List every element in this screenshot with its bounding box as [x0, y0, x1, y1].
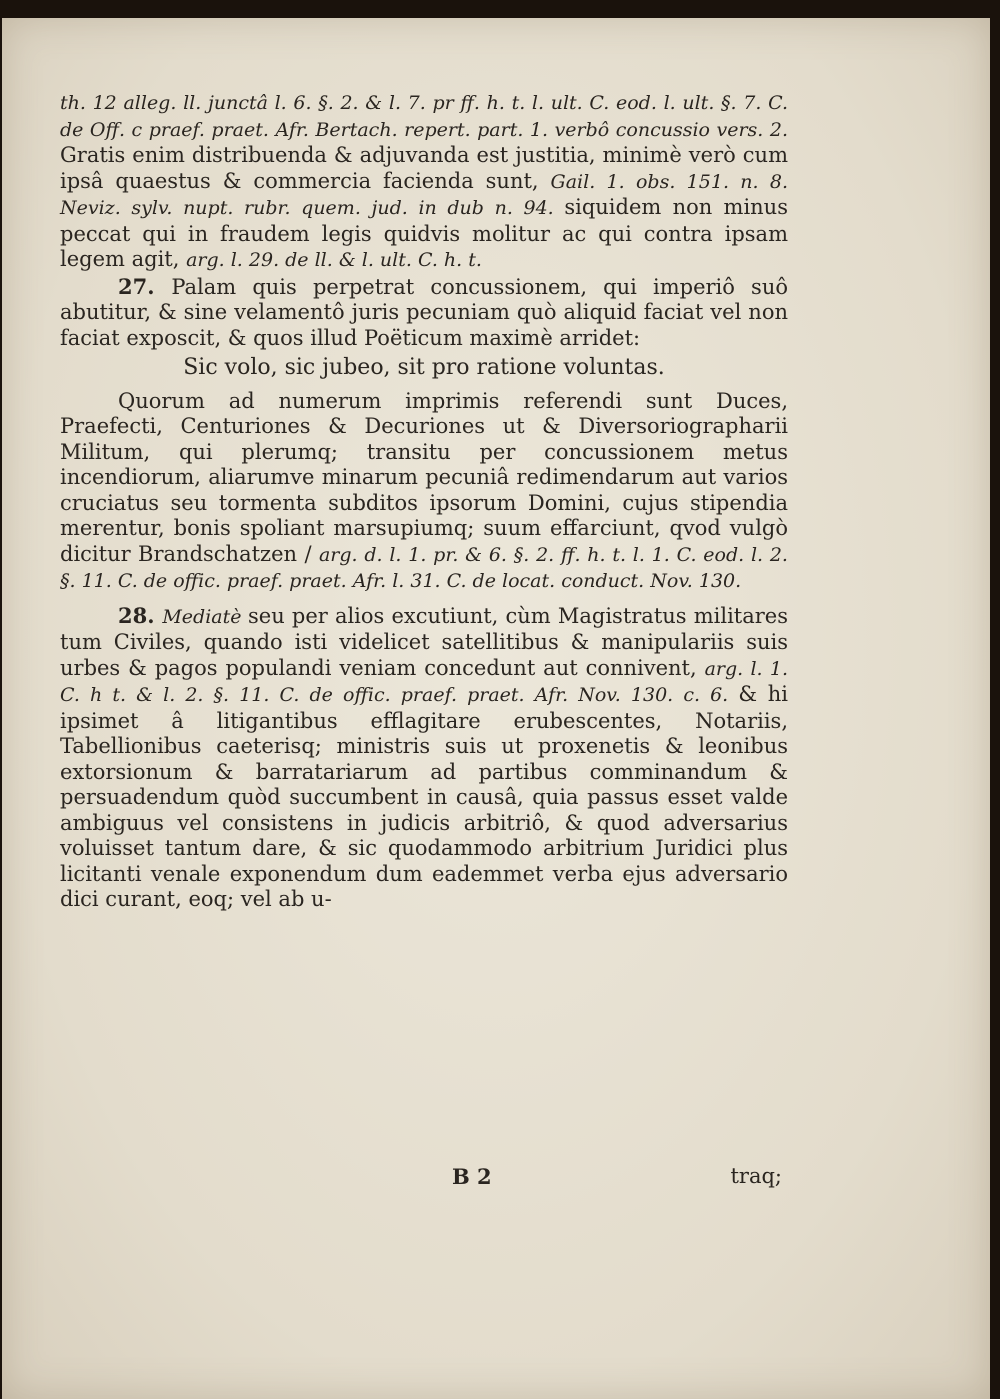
body-text: Quorum ad numerum imprimis referendi sunt Duces, Praefecti, Centuriones & Decuriones ut & Diversoriographarii Militum, qui plerumq; transitu per concussionem metus incendiorum, aliarumve minarum pecuniâ redimendarum aut varios cruciatus seu tormenta subditos ipsorum Domini, cujus stipendia merentur, bonis spoliant marsupiumq; suum effarciunt, qvod vulgò dicitur Brandschatzen /	[60, 388, 788, 566]
citation: arg. l. 29. de ll. & l. ult. C. h. t.	[186, 249, 482, 271]
section-number: 27.	[118, 273, 172, 299]
paragraph-28	[60, 603, 788, 913]
body-text: & hi ipsimet â litigantibus efflagitare erubescentes, Notariis, Tabellionibus caeterisq; ministris suis ut proxenetis & leonibus extorsionum & barratariarum ad partibus comminandum & persuadendum quòd succumbent in causâ, quia passus esset valde ambiguus vel consistens in judicis arbitriô, & quod adversarius voluisset tantum dare, & sic quodammodo arbitrium Juridici plus licitanti venale exponendum dum eademmet verba ejus adversario dici curant, eoq; vel ab u-	[60, 682, 788, 911]
verse-quote	[60, 355, 788, 381]
page-footer	[2, 1164, 782, 1194]
citation: th. 12 alleg. ll. junctâ l. 6. §. 2. & l. 7. pr ff. h. t. l. ult. C. eod. l. ult. §. 7. C. de Off. c praef. praet. Afr. Bertach. repert. part. 1. verbô concussio vers. 2.	[60, 92, 788, 141]
body-text: Gratis enim distribuenda & adjuvanda est justitia, minimè verò cum ipsâ quaestus & commercia facienda sunt,	[60, 143, 788, 193]
body-text: seu per alios excutiunt, cùm Magistratus militares tum Civiles, quando isti videlicet satellitibus & manipulariis suis urbes & pagos populandi veniam concedunt aut connivent,	[60, 603, 788, 680]
emphasis: Mediatè	[162, 605, 248, 628]
paragraph-quorum	[60, 389, 788, 595]
citation: arg. d. l. 1. pr. & 6. §. 2. ff. h. t. l. 1. C. eod. l. 2. §. 11. C. de offic. praef. praet. Afr. l. 31. C. de locat. conduct. Nov. 130.	[60, 543, 788, 592]
paragraph-1	[60, 90, 788, 274]
verse-text: Sic volo, sic jubeo, sit pro ratione voluntas.	[183, 355, 665, 380]
book-page	[2, 18, 990, 1399]
section-number: 28.	[118, 602, 163, 628]
catchword: traq;	[730, 1164, 782, 1188]
body-text: Palam quis perpetrat concussionem, qui imperiô suô abutitur, & sine velamentô juris pecuniam quò aliquid faciat vel non faciat exposcit, & quos illud Poëticum maximè arridet:	[60, 274, 788, 350]
body-text: siquidem non minus peccat qui in fraudem legis quidvis molitur ac qui contra ipsam legem agit,	[60, 195, 788, 271]
page-text	[60, 90, 788, 913]
signature-mark: B 2	[452, 1164, 492, 1189]
paragraph-27	[60, 274, 788, 352]
citation: Gail. 1. obs. 151. n. 8. Neviz. sylv. nupt. rubr. quem. jud. in dub n. 94.	[60, 170, 788, 219]
citation: arg. l. 1. C. h t. & l. 2. §. 11. C. de offic. praef. praet. Afr. Nov. 130. c. 6.	[60, 657, 788, 706]
